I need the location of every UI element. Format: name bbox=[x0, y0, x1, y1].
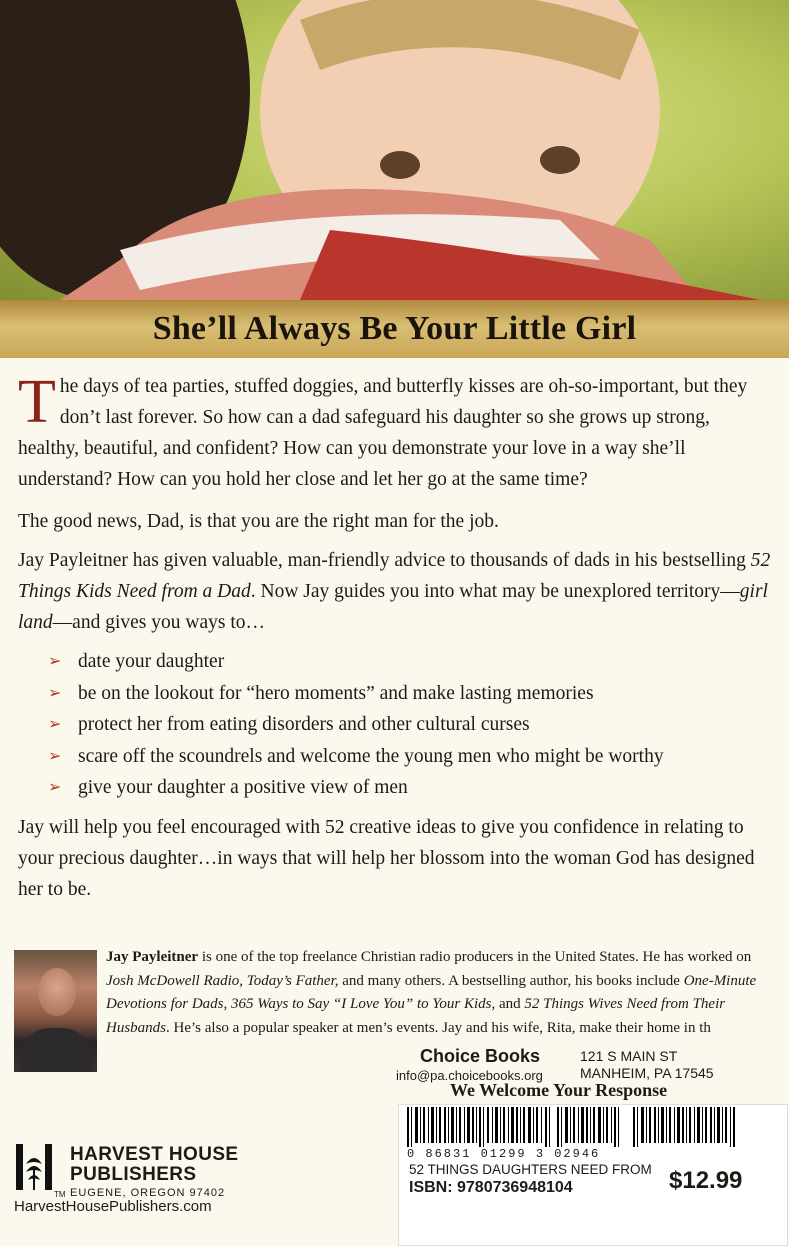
publisher-name-line2: PUBLISHERS bbox=[70, 1164, 197, 1185]
bullet-list bbox=[48, 646, 778, 804]
description-text-1: Jay Payleitner has given valuable, man-friendly advice to thousands of dads in his bestselling bbox=[18, 550, 751, 571]
store-name: Choice Books bbox=[420, 1046, 541, 1066]
store-address-line2: MANHEIM, PA 17545 bbox=[580, 1065, 714, 1081]
publisher-name-line1: HARVEST HOUSE bbox=[70, 1144, 239, 1165]
banner-title: She’ll Always Be Your Little Girl bbox=[152, 310, 637, 347]
barcode-label bbox=[398, 1104, 788, 1246]
list-item: ➢ date your daughter bbox=[48, 646, 778, 678]
drop-cap: T bbox=[18, 368, 56, 436]
welcome-response: We Welcome Your Response bbox=[450, 1080, 668, 1100]
title-banner bbox=[0, 300, 789, 358]
price: $12.99 bbox=[669, 1167, 743, 1194]
isbn-number: ISBN: 9780736948104 bbox=[409, 1179, 573, 1196]
arrow-bullet-icon: ➢ bbox=[48, 716, 62, 733]
store-address-line1: 121 S MAIN ST bbox=[580, 1048, 678, 1064]
harvest-house-logo-icon bbox=[14, 1142, 54, 1192]
barcode-icon bbox=[407, 1107, 747, 1147]
intro-text: he days of tea parties, stuffed doggies, and butterfly kisses are oh-so-important, but they don’t last forever. So how can a dad safeguard his daughter so she grows up strong, healthy, beautiful, and confident? How can you demonstrate your love in a way she’ll understand? How can you hold her close and let her go at the same time? bbox=[18, 376, 748, 490]
barcode-digits: 0 86831 01299 3 02946 bbox=[407, 1147, 601, 1161]
store-email: info@pa.choicebooks.org bbox=[396, 1068, 543, 1083]
publisher-location: EUGENE, OREGON 97402 bbox=[70, 1187, 226, 1199]
publisher-website: HarvestHousePublishers.com bbox=[14, 1198, 212, 1215]
list-item: ➢ protect her from eating disorders and other cultural curses bbox=[48, 709, 778, 741]
list-item: ➢ scare off the scoundrels and welcome the young men who might be worthy bbox=[48, 741, 778, 773]
girl-land-term: girl land bbox=[18, 581, 768, 633]
barcode-book-title: 52 THINGS DAUGHTERS NEED FROM bbox=[409, 1162, 652, 1177]
author-name: Jay Payleitner bbox=[106, 949, 199, 965]
intro-paragraph bbox=[18, 368, 771, 495]
description-text-3: —and gives you ways to… bbox=[52, 612, 265, 633]
good-news-paragraph: The good news, Dad, is that you are the right man for the job. bbox=[18, 511, 499, 532]
arrow-bullet-icon: ➢ bbox=[48, 684, 62, 702]
list-item: ➢ give your daughter a positive view of men bbox=[48, 772, 778, 804]
father-daughter-hug-image bbox=[0, 0, 789, 300]
arrow-bullet-icon: ➢ bbox=[48, 653, 62, 670]
cover-photo bbox=[0, 0, 789, 300]
description-paragraph bbox=[18, 545, 771, 638]
list-item: ➢ be on the lookout for “hero moments” and make lasting memories bbox=[48, 678, 778, 710]
arrow-bullet-icon: ➢ bbox=[48, 747, 62, 765]
author-face bbox=[38, 968, 76, 1016]
author-photo bbox=[14, 950, 97, 1072]
arrow-bullet-icon: ➢ bbox=[48, 779, 62, 796]
author-bio: Jay Payleitner is one of the top freelance Christian radio producers in the United States. He has worked on Josh McDowell Radio, Today’s Father, and many others. A bestselling author, his books include One-Minute Devotions for Dads, 365 Ways to Say “I Love You” to Your Kids, and 52 Things Wives Need from Their Husbands. He’s also a popular speaker at men’s events. Jay and his wife, Rita, make their home in th bbox=[106, 949, 757, 1036]
book-title-reference: 52 Things Kids Need from a Dad bbox=[18, 550, 771, 602]
description-text-2: . Now Jay guides you into what may be unexplored territory— bbox=[250, 581, 740, 602]
author-suit bbox=[20, 1028, 92, 1072]
trademark-mark: TM bbox=[54, 1190, 66, 1199]
closing-paragraph: Jay will help you feel encouraged with 52 creative ideas to give you confidence in relating to your precious daughter…in ways that will help her blossom into the woman God has designed her to be. bbox=[18, 817, 755, 900]
